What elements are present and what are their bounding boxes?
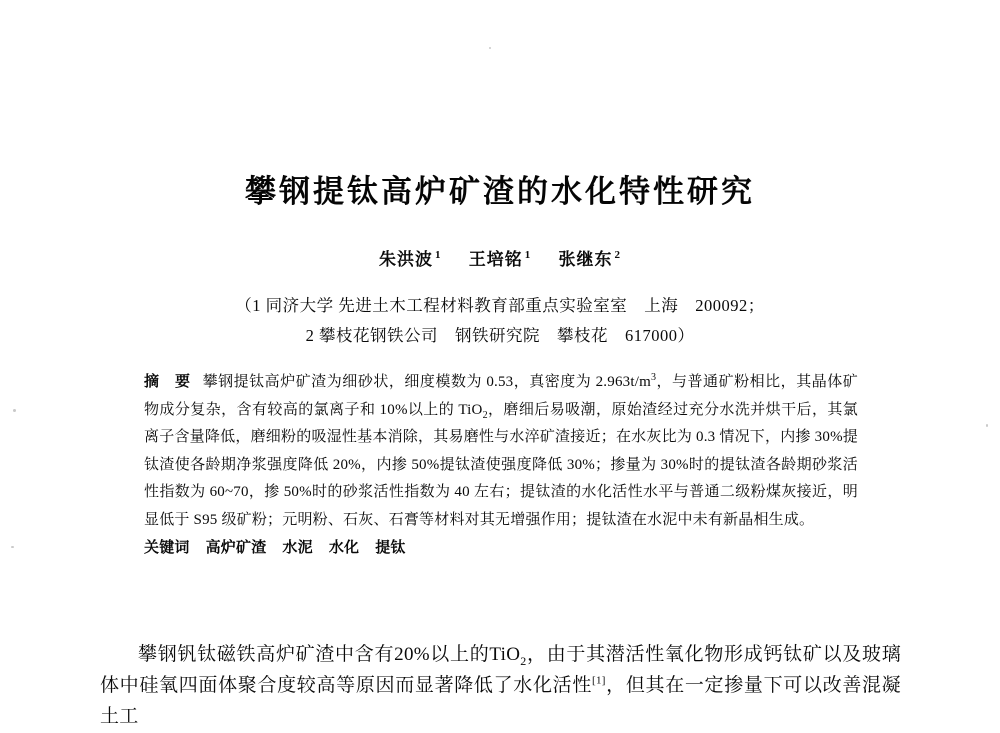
- citation-superscript: [1]: [592, 674, 606, 687]
- author-2-name: 王培铭: [468, 250, 523, 269]
- tio2-subscript-body: 2: [520, 653, 527, 668]
- abstract-label: 摘 要: [144, 374, 191, 390]
- scan-speckle: [11, 546, 14, 548]
- keyword-item-4: 提钛: [375, 539, 406, 556]
- author-1-superscript: 1: [435, 249, 442, 262]
- author-1: [379, 250, 442, 269]
- scan-speckle: [13, 409, 16, 412]
- abstract-text-segment-1: 攀钢提钛高炉矿渣为细砂状，细度模数为 0.53，真密度为 2.963t/m: [202, 374, 651, 390]
- author-2: [469, 250, 532, 269]
- affiliation-line-2: 2 攀枝花钢铁公司 钢铁研究院 攀枝花 617000）: [305, 325, 695, 345]
- authors-line: [0, 245, 1000, 270]
- keyword-item-1: 高炉矿渣: [205, 539, 267, 556]
- scan-speckle: [986, 424, 988, 427]
- tio2-subscript: 2: [482, 409, 488, 421]
- abstract-section: [144, 369, 858, 562]
- keywords-label: 关键词: [144, 539, 190, 556]
- scan-speckle: [489, 47, 491, 49]
- affiliation-line-1: （1 同济大学 先进土木工程材料教育部重点实验室室 上海 200092；: [235, 296, 765, 315]
- keyword-item-3: 水化: [328, 539, 360, 556]
- keyword-item-2: 水泥: [282, 539, 313, 556]
- abstract-paragraph: [144, 369, 858, 535]
- body-paragraph: [100, 640, 901, 733]
- body-text-segment-1: 攀钢钒钛磁铁高炉矿渣中含有20%以上的TiO: [138, 644, 521, 665]
- abstract-text-segment-3: ，磨细后易吸潮，原始渣经过充分水洗并烘干后，其氯离子含量降低，磨细粉的吸湿性基本消除，其易磨性与水淬矿渣接近；在水灰比为 0.3 情况下，内掺 30%提钛渣使各龄期净浆强度降低 20%，内掺 50%提钛渣使强度降低 30%；掺量为 30%时的提钛渣各龄期砂浆活性指数为 60~70，掺 50%时的砂浆活性指数为 40 左右；提钛渣的水化活性水平与普通二级粉煤灰接近，明显低于 S95 级矿粉；元明粉、石灰、石膏等材料对其无增强作用；提钛渣在水泥中未有新晶相生成。: [144, 401, 858, 528]
- affiliations-block: [0, 291, 1000, 350]
- abstract-text-segment-2: ，与普通矿粉相比，其晶体矿物成分复杂，含有较高的氯离子和 10%以上的 TiO: [144, 374, 858, 418]
- author-3-superscript: 2: [614, 249, 621, 262]
- body-text-segment-2: ，由于其潜活性氧化物形成钙钛矿以及玻璃体中硅氧四面体聚合度较高等原因而显著降低了水化活性: [100, 644, 901, 696]
- author-2-superscript: 1: [524, 249, 532, 262]
- author-3: [559, 250, 622, 269]
- author-1-name: 朱洪波: [379, 250, 433, 269]
- paper-title: 攀钢提钛高炉矿渣的水化特性研究: [245, 174, 755, 209]
- cubic-meter-superscript: 3: [650, 372, 657, 383]
- body-text-segment-3: ，但其在一定掺量下可以改善混凝土工: [100, 674, 901, 727]
- author-3-name: 张继东: [558, 250, 613, 269]
- keywords-line: [144, 535, 858, 563]
